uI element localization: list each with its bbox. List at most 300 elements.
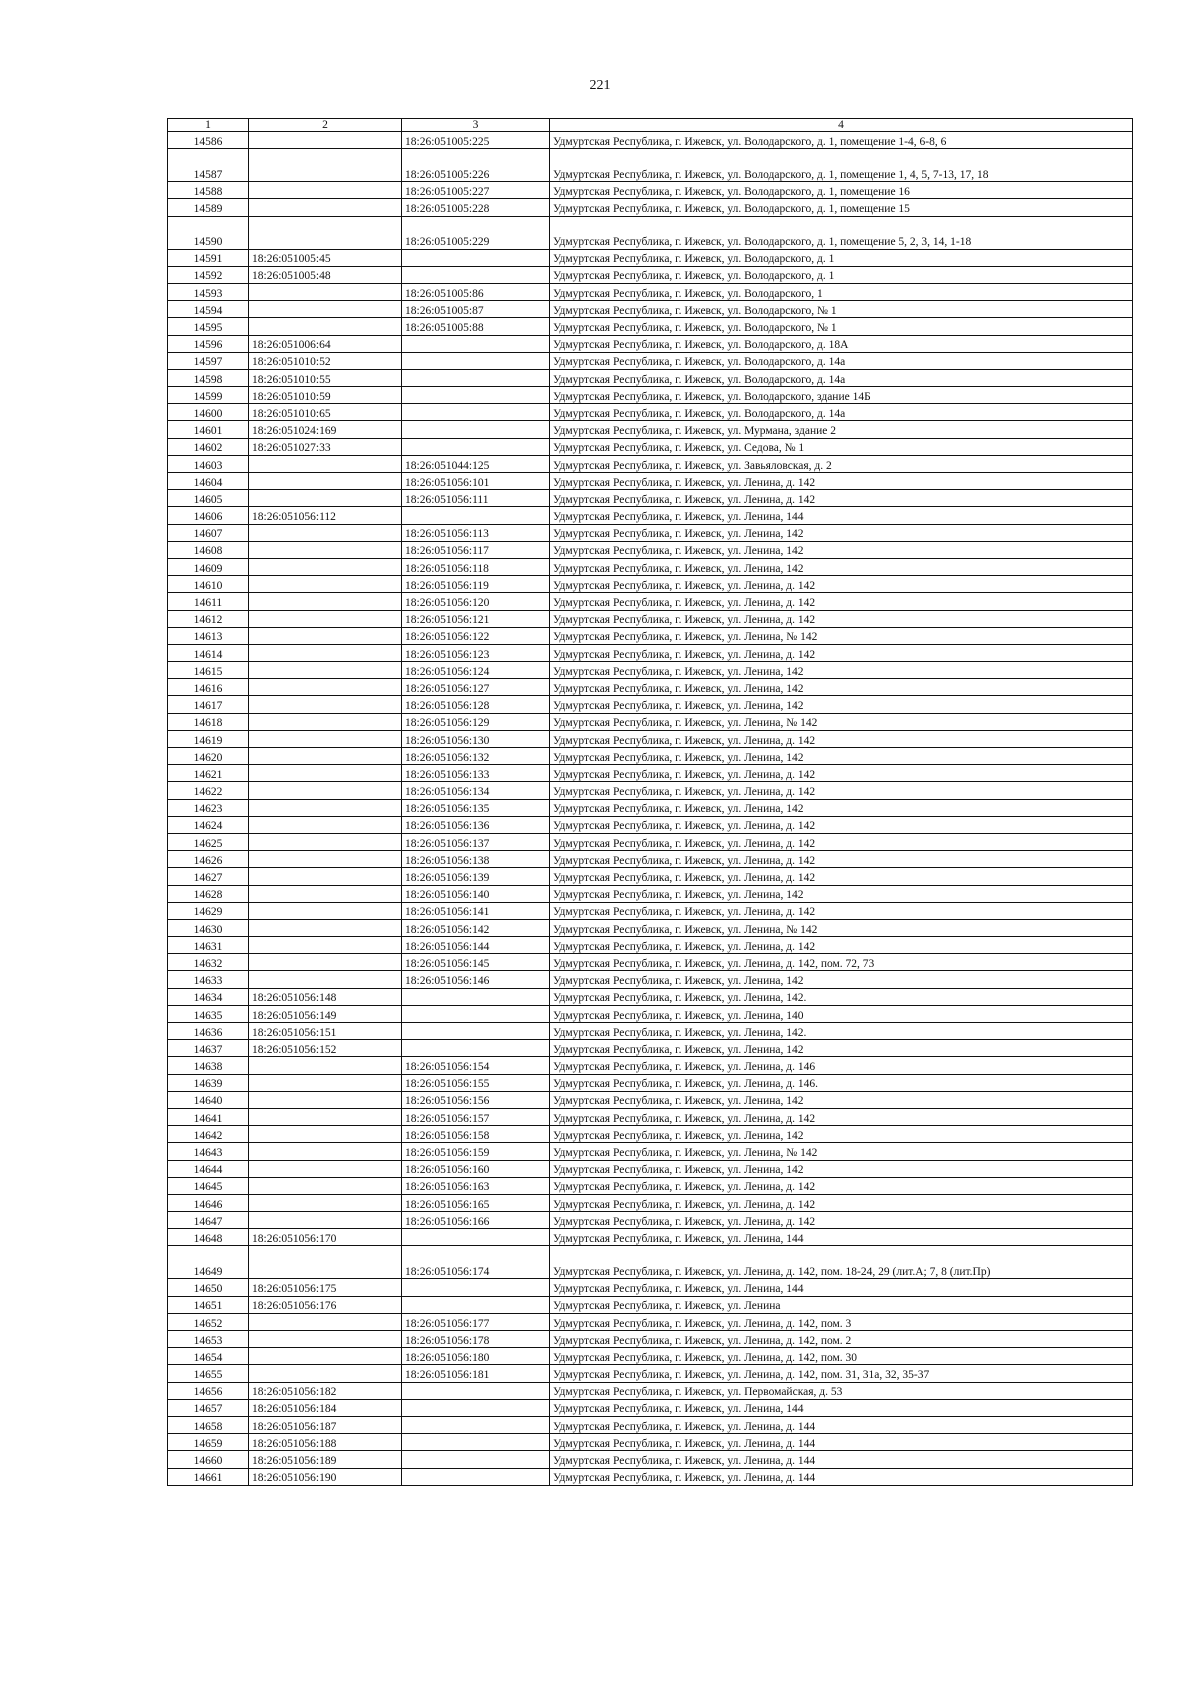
table-row bbox=[168, 765, 1133, 782]
cadastral-number-cell bbox=[249, 627, 402, 644]
address-cell: Удмуртская Республика, г. Ижевск, ул. Ленина, 142. bbox=[550, 1023, 1133, 1040]
cadastral-number-cell bbox=[249, 473, 402, 490]
cadastral-number-alt-cell: 18:26:051056:117 bbox=[402, 541, 550, 558]
table-row bbox=[168, 1194, 1133, 1211]
cadastral-number-alt-cell: 18:26:051056:127 bbox=[402, 679, 550, 696]
row-number-cell: 14642 bbox=[168, 1126, 249, 1143]
cadastral-number-cell bbox=[249, 679, 402, 696]
row-number-cell: 14635 bbox=[168, 1005, 249, 1022]
table-row bbox=[168, 1279, 1133, 1296]
cadastral-number-cell bbox=[249, 1091, 402, 1108]
row-number-cell: 14650 bbox=[168, 1279, 249, 1296]
row-number-cell: 14589 bbox=[168, 199, 249, 216]
cadastral-number-alt-cell: 18:26:051056:154 bbox=[402, 1057, 550, 1074]
cadastral-number-cell: 18:26:051056:190 bbox=[249, 1468, 402, 1485]
table-row bbox=[168, 216, 1133, 249]
table-row bbox=[168, 1160, 1133, 1177]
cadastral-number-cell bbox=[249, 919, 402, 936]
cadastral-number-cell bbox=[249, 1126, 402, 1143]
cadastral-number-alt-cell: 18:26:051056:113 bbox=[402, 524, 550, 541]
cadastral-number-cell bbox=[249, 541, 402, 558]
cadastral-number-cell: 18:26:051027:33 bbox=[249, 438, 402, 455]
table-row bbox=[168, 988, 1133, 1005]
row-number-cell: 14586 bbox=[168, 132, 249, 149]
cadastral-number-alt-cell bbox=[402, 1040, 550, 1057]
table-row bbox=[168, 902, 1133, 919]
address-cell: Удмуртская Республика, г. Ижевск, ул. Ленина, 142 bbox=[550, 748, 1133, 765]
table-row bbox=[168, 1451, 1133, 1468]
table-row bbox=[168, 833, 1133, 850]
address-cell: Удмуртская Республика, г. Ижевск, ул. Ленина, д. 142 bbox=[550, 1177, 1133, 1194]
address-cell: Удмуртская Республика, г. Ижевск, ул. Ленина, д. 142, пом. 30 bbox=[550, 1348, 1133, 1365]
cadastral-number-alt-cell: 18:26:051056:111 bbox=[402, 490, 550, 507]
cadastral-number-alt-cell bbox=[402, 352, 550, 369]
address-cell: Удмуртская Республика, г. Ижевск, ул. Володарского, д. 1, помещение 1, 4, 5, 7-13, 17, 18 bbox=[550, 149, 1133, 182]
table-row bbox=[168, 387, 1133, 404]
cadastral-number-alt-cell: 18:26:051005:225 bbox=[402, 132, 550, 149]
address-cell: Удмуртская Республика, г. Ижевск, ул. Ленина, д. 144 bbox=[550, 1468, 1133, 1485]
cadastral-number-cell: 18:26:051056:112 bbox=[249, 507, 402, 524]
address-cell: Удмуртская Республика, г. Ижевск, ул. Володарского, д. 18А bbox=[550, 335, 1133, 352]
table-row bbox=[168, 851, 1133, 868]
row-number-cell: 14643 bbox=[168, 1143, 249, 1160]
row-number-cell: 14618 bbox=[168, 713, 249, 730]
cadastral-number-cell bbox=[249, 868, 402, 885]
address-cell: Удмуртская Республика, г. Ижевск, ул. Ленина, д. 142 bbox=[550, 1194, 1133, 1211]
row-number-cell: 14596 bbox=[168, 335, 249, 352]
cadastral-number-cell bbox=[249, 902, 402, 919]
table-row bbox=[168, 1091, 1133, 1108]
cadastral-number-cell: 18:26:051005:45 bbox=[249, 249, 402, 266]
address-cell: Удмуртская Республика, г. Ижевск, ул. Ленина, д. 142 bbox=[550, 833, 1133, 850]
address-cell: Удмуртская Республика, г. Ижевск, ул. Ленина, 142 bbox=[550, 662, 1133, 679]
cadastral-number-cell bbox=[249, 799, 402, 816]
address-cell: Удмуртская Республика, г. Ижевск, ул. Ленина, № 142 bbox=[550, 627, 1133, 644]
cadastral-number-alt-cell: 18:26:051056:122 bbox=[402, 627, 550, 644]
cadastral-number-cell bbox=[249, 301, 402, 318]
row-number-cell: 14660 bbox=[168, 1451, 249, 1468]
table-row bbox=[168, 473, 1133, 490]
cadastral-number-cell bbox=[249, 149, 402, 182]
row-number-cell: 14600 bbox=[168, 404, 249, 421]
table-row bbox=[168, 404, 1133, 421]
address-cell: Удмуртская Республика, г. Ижевск, ул. Ленина, 142 bbox=[550, 679, 1133, 696]
cadastral-number-alt-cell: 18:26:051056:166 bbox=[402, 1212, 550, 1229]
row-number-cell: 14606 bbox=[168, 507, 249, 524]
table-row bbox=[168, 782, 1133, 799]
cadastral-number-cell bbox=[249, 696, 402, 713]
table-row bbox=[168, 1023, 1133, 1040]
address-cell: Удмуртская Республика, г. Ижевск, ул. Ленина, 144 bbox=[550, 1399, 1133, 1416]
address-cell: Удмуртская Республика, г. Ижевск, ул. Ленина, 142 bbox=[550, 1126, 1133, 1143]
address-cell: Удмуртская Республика, г. Ижевск, ул. Володарского, д. 14а bbox=[550, 352, 1133, 369]
cadastral-number-cell bbox=[249, 971, 402, 988]
table-row bbox=[168, 1382, 1133, 1399]
address-cell: Удмуртская Республика, г. Ижевск, ул. Ленина, д. 144 bbox=[550, 1416, 1133, 1433]
row-number-cell: 14594 bbox=[168, 301, 249, 318]
table-row bbox=[168, 318, 1133, 335]
cadastral-number-cell: 18:26:051010:65 bbox=[249, 404, 402, 421]
cadastral-number-alt-cell: 18:26:051056:160 bbox=[402, 1160, 550, 1177]
address-cell: Удмуртская Республика, г. Ижевск, ул. Володарского, № 1 bbox=[550, 318, 1133, 335]
row-number-cell: 14587 bbox=[168, 149, 249, 182]
cadastral-number-cell bbox=[249, 1074, 402, 1091]
table-row bbox=[168, 1365, 1133, 1382]
row-number-cell: 14615 bbox=[168, 662, 249, 679]
cadastral-number-alt-cell bbox=[402, 1023, 550, 1040]
row-number-cell: 14607 bbox=[168, 524, 249, 541]
table-row bbox=[168, 799, 1133, 816]
table-row bbox=[168, 1057, 1133, 1074]
table-row bbox=[168, 524, 1133, 541]
address-cell: Удмуртская Республика, г. Ижевск, ул. Ленина, 142 bbox=[550, 696, 1133, 713]
cadastral-number-alt-cell bbox=[402, 1416, 550, 1433]
cadastral-number-alt-cell: 18:26:051005:229 bbox=[402, 216, 550, 249]
address-cell: Удмуртская Республика, г. Ижевск, ул. Ленина, 142 bbox=[550, 541, 1133, 558]
cadastral-number-cell: 18:26:051056:151 bbox=[249, 1023, 402, 1040]
cadastral-number-cell bbox=[249, 182, 402, 199]
table-row bbox=[168, 679, 1133, 696]
cadastral-number-cell bbox=[249, 937, 402, 954]
row-number-cell: 14617 bbox=[168, 696, 249, 713]
row-number-cell: 14656 bbox=[168, 1382, 249, 1399]
table-row bbox=[168, 954, 1133, 971]
cadastral-number-alt-cell: 18:26:051056:159 bbox=[402, 1143, 550, 1160]
cadastral-number-cell: 18:26:051010:52 bbox=[249, 352, 402, 369]
address-cell: Удмуртская Республика, г. Ижевск, ул. Ленина, д. 142 bbox=[550, 782, 1133, 799]
address-cell: Удмуртская Республика, г. Ижевск, ул. Ленина, д. 142 bbox=[550, 937, 1133, 954]
address-cell: Удмуртская Республика, г. Ижевск, ул. Ленина, д. 142 bbox=[550, 868, 1133, 885]
table-row bbox=[168, 1040, 1133, 1057]
cadastral-number-cell: 18:26:051056:149 bbox=[249, 1005, 402, 1022]
address-cell: Удмуртская Республика, г. Ижевск, ул. Ленина, № 142 bbox=[550, 919, 1133, 936]
column-header-2: 2 bbox=[249, 119, 402, 132]
table-row bbox=[168, 335, 1133, 352]
row-number-cell: 14627 bbox=[168, 868, 249, 885]
cadastral-number-cell bbox=[249, 455, 402, 472]
cadastral-number-alt-cell: 18:26:051056:119 bbox=[402, 576, 550, 593]
row-number-cell: 14624 bbox=[168, 816, 249, 833]
cadastral-number-alt-cell: 18:26:051056:133 bbox=[402, 765, 550, 782]
cadastral-number-alt-cell: 18:26:051056:134 bbox=[402, 782, 550, 799]
column-header-4: 4 bbox=[550, 119, 1133, 132]
address-cell: Удмуртская Республика, г. Ижевск, ул. Ленина, д. 142 bbox=[550, 1212, 1133, 1229]
row-number-cell: 14633 bbox=[168, 971, 249, 988]
registry-table bbox=[167, 118, 1133, 1486]
address-cell: Удмуртская Республика, г. Ижевск, ул. Ленина, д. 142 bbox=[550, 610, 1133, 627]
cadastral-number-alt-cell bbox=[402, 369, 550, 386]
table-row bbox=[168, 1313, 1133, 1330]
row-number-cell: 14661 bbox=[168, 1468, 249, 1485]
cadastral-number-cell: 18:26:051056:182 bbox=[249, 1382, 402, 1399]
cadastral-number-cell bbox=[249, 748, 402, 765]
cadastral-number-alt-cell bbox=[402, 1005, 550, 1022]
cadastral-number-alt-cell bbox=[402, 421, 550, 438]
cadastral-number-alt-cell: 18:26:051005:87 bbox=[402, 301, 550, 318]
cadastral-number-cell bbox=[249, 1057, 402, 1074]
address-cell: Удмуртская Республика, г. Ижевск, ул. Ленина, 142 bbox=[550, 971, 1133, 988]
address-cell: Удмуртская Республика, г. Ижевск, ул. Ленина, д. 142 bbox=[550, 902, 1133, 919]
cadastral-number-alt-cell: 18:26:051056:180 bbox=[402, 1348, 550, 1365]
address-cell: Удмуртская Республика, г. Ижевск, ул. Ленина, 142 bbox=[550, 524, 1133, 541]
cadastral-number-alt-cell: 18:26:051056:135 bbox=[402, 799, 550, 816]
cadastral-number-alt-cell: 18:26:051056:129 bbox=[402, 713, 550, 730]
table-row bbox=[168, 249, 1133, 266]
address-cell: Удмуртская Республика, г. Ижевск, ул. Володарского, д. 1 bbox=[550, 266, 1133, 283]
cadastral-number-alt-cell: 18:26:051005:228 bbox=[402, 199, 550, 216]
cadastral-number-cell: 18:26:051010:55 bbox=[249, 369, 402, 386]
address-cell: Удмуртская Республика, г. Ижевск, ул. Ленина, д. 144 bbox=[550, 1451, 1133, 1468]
table-row bbox=[168, 1143, 1133, 1160]
row-number-cell: 14614 bbox=[168, 644, 249, 661]
table-row bbox=[168, 1416, 1133, 1433]
row-number-cell: 14605 bbox=[168, 490, 249, 507]
table-row bbox=[168, 1177, 1133, 1194]
address-cell: Удмуртская Республика, г. Ижевск, ул. Володарского, д. 14а bbox=[550, 369, 1133, 386]
cadastral-number-cell bbox=[249, 216, 402, 249]
cadastral-number-alt-cell: 18:26:051056:156 bbox=[402, 1091, 550, 1108]
header-row bbox=[168, 119, 1133, 132]
table-row bbox=[168, 438, 1133, 455]
row-number-cell: 14647 bbox=[168, 1212, 249, 1229]
row-number-cell: 14610 bbox=[168, 576, 249, 593]
table-row bbox=[168, 421, 1133, 438]
table-row bbox=[168, 748, 1133, 765]
table-row bbox=[168, 971, 1133, 988]
table-row bbox=[168, 182, 1133, 199]
row-number-cell: 14626 bbox=[168, 851, 249, 868]
address-cell: Удмуртская Республика, г. Ижевск, ул. Ленина, д. 142 bbox=[550, 593, 1133, 610]
row-number-cell: 14641 bbox=[168, 1108, 249, 1125]
cadastral-number-alt-cell: 18:26:051056:157 bbox=[402, 1108, 550, 1125]
table-row bbox=[168, 1229, 1133, 1246]
cadastral-number-alt-cell bbox=[402, 1229, 550, 1246]
row-number-cell: 14646 bbox=[168, 1194, 249, 1211]
address-cell: Удмуртская Республика, г. Ижевск, ул. Седова, № 1 bbox=[550, 438, 1133, 455]
cadastral-number-alt-cell: 18:26:051056:123 bbox=[402, 644, 550, 661]
address-cell: Удмуртская Республика, г. Ижевск, ул. Ленина bbox=[550, 1296, 1133, 1313]
table-row bbox=[168, 816, 1133, 833]
cadastral-number-cell: 18:26:051010:59 bbox=[249, 387, 402, 404]
table-row bbox=[168, 490, 1133, 507]
table-row bbox=[168, 730, 1133, 747]
row-number-cell: 14590 bbox=[168, 216, 249, 249]
address-cell: Удмуртская Республика, г. Ижевск, ул. Первомайская, д. 53 bbox=[550, 1382, 1133, 1399]
cadastral-number-cell bbox=[249, 730, 402, 747]
cadastral-number-cell: 18:26:051005:48 bbox=[249, 266, 402, 283]
table-row bbox=[168, 919, 1133, 936]
row-number-cell: 14651 bbox=[168, 1296, 249, 1313]
cadastral-number-cell: 18:26:051056:187 bbox=[249, 1416, 402, 1433]
cadastral-number-cell: 18:26:051056:188 bbox=[249, 1434, 402, 1451]
row-number-cell: 14648 bbox=[168, 1229, 249, 1246]
table-row bbox=[168, 199, 1133, 216]
cadastral-number-cell: 18:26:051056:148 bbox=[249, 988, 402, 1005]
row-number-cell: 14634 bbox=[168, 988, 249, 1005]
table-row bbox=[168, 885, 1133, 902]
cadastral-number-alt-cell bbox=[402, 1468, 550, 1485]
cadastral-number-alt-cell: 18:26:051056:120 bbox=[402, 593, 550, 610]
cadastral-number-alt-cell: 18:26:051056:181 bbox=[402, 1365, 550, 1382]
cadastral-number-cell: 18:26:051056:152 bbox=[249, 1040, 402, 1057]
cadastral-number-cell: 18:26:051056:170 bbox=[249, 1229, 402, 1246]
address-cell: Удмуртская Республика, г. Ижевск, ул. Ленина, 142 bbox=[550, 1160, 1133, 1177]
address-cell: Удмуртская Республика, г. Ижевск, ул. Ленина, д. 142, пом. 31, 31а, 32, 35-37 bbox=[550, 1365, 1133, 1382]
cadastral-number-cell bbox=[249, 1365, 402, 1382]
address-cell: Удмуртская Республика, г. Ижевск, ул. Ленина, д. 142, пом. 18-24, 29 (лит.А; 7, 8 (лит.Пр) bbox=[550, 1246, 1133, 1279]
cadastral-number-alt-cell: 18:26:051005:86 bbox=[402, 283, 550, 300]
cadastral-number-alt-cell: 18:26:051056:174 bbox=[402, 1246, 550, 1279]
cadastral-number-cell bbox=[249, 593, 402, 610]
cadastral-number-alt-cell: 18:26:051056:118 bbox=[402, 558, 550, 575]
cadastral-number-alt-cell bbox=[402, 266, 550, 283]
cadastral-number-alt-cell: 18:26:051005:88 bbox=[402, 318, 550, 335]
table-row bbox=[168, 1331, 1133, 1348]
address-cell: Удмуртская Республика, г. Ижевск, ул. Ленина, д. 142 bbox=[550, 730, 1133, 747]
cadastral-number-alt-cell bbox=[402, 1451, 550, 1468]
row-number-cell: 14652 bbox=[168, 1313, 249, 1330]
table-row bbox=[168, 593, 1133, 610]
row-number-cell: 14612 bbox=[168, 610, 249, 627]
table-row bbox=[168, 576, 1133, 593]
cadastral-number-alt-cell: 18:26:051056:136 bbox=[402, 816, 550, 833]
table-row bbox=[168, 301, 1133, 318]
cadastral-number-alt-cell: 18:26:051005:227 bbox=[402, 182, 550, 199]
address-cell: Удмуртская Республика, г. Ижевск, ул. Ленина, 142 bbox=[550, 558, 1133, 575]
cadastral-number-cell bbox=[249, 1108, 402, 1125]
cadastral-number-cell: 18:26:051056:184 bbox=[249, 1399, 402, 1416]
address-cell: Удмуртская Республика, г. Ижевск, ул. Володарского, № 1 bbox=[550, 301, 1133, 318]
address-cell: Удмуртская Республика, г. Ижевск, ул. Ленина, 142 bbox=[550, 885, 1133, 902]
cadastral-number-alt-cell: 18:26:051056:101 bbox=[402, 473, 550, 490]
table-row bbox=[168, 868, 1133, 885]
cadastral-number-cell bbox=[249, 610, 402, 627]
row-number-cell: 14639 bbox=[168, 1074, 249, 1091]
row-number-cell: 14659 bbox=[168, 1434, 249, 1451]
address-cell: Удмуртская Республика, г. Ижевск, ул. Володарского, д. 1, помещение 5, 2, 3, 14, 1-18 bbox=[550, 216, 1133, 249]
row-number-cell: 14597 bbox=[168, 352, 249, 369]
row-number-cell: 14630 bbox=[168, 919, 249, 936]
address-cell: Удмуртская Республика, г. Ижевск, ул. Ленина, д. 142 bbox=[550, 851, 1133, 868]
cadastral-number-cell bbox=[249, 558, 402, 575]
cadastral-number-cell bbox=[249, 765, 402, 782]
table-row bbox=[168, 644, 1133, 661]
row-number-cell: 14604 bbox=[168, 473, 249, 490]
address-cell: Удмуртская Республика, г. Ижевск, ул. Завьяловская, д. 2 bbox=[550, 455, 1133, 472]
table-row bbox=[168, 283, 1133, 300]
table-row bbox=[168, 610, 1133, 627]
page-number: 221 bbox=[589, 78, 611, 93]
row-number-cell: 14658 bbox=[168, 1416, 249, 1433]
address-cell: Удмуртская Республика, г. Ижевск, ул. Ленина, д. 142 bbox=[550, 1108, 1133, 1125]
table-row bbox=[168, 1246, 1133, 1279]
cadastral-number-alt-cell: 18:26:051056:139 bbox=[402, 868, 550, 885]
address-cell: Удмуртская Республика, г. Ижевск, ул. Ленина, 140 bbox=[550, 1005, 1133, 1022]
table-row bbox=[168, 507, 1133, 524]
cadastral-number-cell bbox=[249, 1331, 402, 1348]
cadastral-number-cell bbox=[249, 1212, 402, 1229]
address-cell: Удмуртская Республика, г. Ижевск, ул. Володарского, д. 14а bbox=[550, 404, 1133, 421]
cadastral-number-alt-cell bbox=[402, 1279, 550, 1296]
row-number-cell: 14616 bbox=[168, 679, 249, 696]
cadastral-number-alt-cell bbox=[402, 1399, 550, 1416]
table-row bbox=[168, 696, 1133, 713]
address-cell: Удмуртская Республика, г. Ижевск, ул. Володарского, здание 14Б bbox=[550, 387, 1133, 404]
row-number-cell: 14625 bbox=[168, 833, 249, 850]
cadastral-number-cell: 18:26:051056:189 bbox=[249, 1451, 402, 1468]
cadastral-number-alt-cell bbox=[402, 335, 550, 352]
cadastral-number-cell bbox=[249, 644, 402, 661]
row-number-cell: 14601 bbox=[168, 421, 249, 438]
cadastral-number-cell bbox=[249, 1143, 402, 1160]
row-number-cell: 14608 bbox=[168, 541, 249, 558]
address-cell: Удмуртская Республика, г. Ижевск, ул. Ленина, д. 142, пом. 72, 73 bbox=[550, 954, 1133, 971]
row-number-cell: 14602 bbox=[168, 438, 249, 455]
cadastral-number-alt-cell: 18:26:051056:141 bbox=[402, 902, 550, 919]
cadastral-number-cell bbox=[249, 283, 402, 300]
cadastral-number-cell: 18:26:051006:64 bbox=[249, 335, 402, 352]
address-cell: Удмуртская Республика, г. Ижевск, ул. Ленина, 144 bbox=[550, 507, 1133, 524]
cadastral-number-alt-cell: 18:26:051056:155 bbox=[402, 1074, 550, 1091]
cadastral-number-alt-cell: 18:26:051056:177 bbox=[402, 1313, 550, 1330]
cadastral-number-cell bbox=[249, 713, 402, 730]
address-cell: Удмуртская Республика, г. Ижевск, ул. Ленина, 142 bbox=[550, 1040, 1133, 1057]
row-number-cell: 14623 bbox=[168, 799, 249, 816]
cadastral-number-cell: 18:26:051056:176 bbox=[249, 1296, 402, 1313]
table-row bbox=[168, 1348, 1133, 1365]
table-row bbox=[168, 132, 1133, 149]
cadastral-number-cell bbox=[249, 1348, 402, 1365]
cadastral-number-cell bbox=[249, 662, 402, 679]
cadastral-number-alt-cell bbox=[402, 1434, 550, 1451]
cadastral-number-cell bbox=[249, 576, 402, 593]
column-header-3: 3 bbox=[402, 119, 550, 132]
cadastral-number-cell bbox=[249, 1160, 402, 1177]
table-row bbox=[168, 1108, 1133, 1125]
address-cell: Удмуртская Республика, г. Ижевск, ул. Володарского, 1 bbox=[550, 283, 1133, 300]
row-number-cell: 14629 bbox=[168, 902, 249, 919]
address-cell: Удмуртская Республика, г. Ижевск, ул. Ленина, д. 142 bbox=[550, 816, 1133, 833]
address-cell: Удмуртская Республика, г. Ижевск, ул. Ленина, д. 146 bbox=[550, 1057, 1133, 1074]
cadastral-number-cell bbox=[249, 524, 402, 541]
table-row bbox=[168, 558, 1133, 575]
address-cell: Удмуртская Республика, г. Ижевск, ул. Володарского, д. 1, помещение 1-4, 6-8, 6 bbox=[550, 132, 1133, 149]
cadastral-number-cell bbox=[249, 954, 402, 971]
table-row bbox=[168, 149, 1133, 182]
column-header-1: 1 bbox=[168, 119, 249, 132]
cadastral-number-alt-cell: 18:26:051056:138 bbox=[402, 851, 550, 868]
cadastral-number-cell: 18:26:051056:175 bbox=[249, 1279, 402, 1296]
cadastral-number-alt-cell: 18:26:051056:163 bbox=[402, 1177, 550, 1194]
address-cell: Удмуртская Республика, г. Ижевск, ул. Ленина, д. 144 bbox=[550, 1434, 1133, 1451]
address-cell: Удмуртская Республика, г. Ижевск, ул. Ленина, 144 bbox=[550, 1229, 1133, 1246]
cadastral-number-alt-cell: 18:26:051056:145 bbox=[402, 954, 550, 971]
row-number-cell: 14593 bbox=[168, 283, 249, 300]
cadastral-number-alt-cell: 18:26:051056:178 bbox=[402, 1331, 550, 1348]
row-number-cell: 14649 bbox=[168, 1246, 249, 1279]
table-row bbox=[168, 541, 1133, 558]
cadastral-number-cell bbox=[249, 490, 402, 507]
row-number-cell: 14599 bbox=[168, 387, 249, 404]
table-body bbox=[168, 132, 1133, 1486]
table-row bbox=[168, 627, 1133, 644]
address-cell: Удмуртская Республика, г. Ижевск, ул. Володарского, д. 1 bbox=[550, 249, 1133, 266]
address-cell: Удмуртская Республика, г. Ижевск, ул. Володарского, д. 1, помещение 15 bbox=[550, 199, 1133, 216]
cadastral-number-alt-cell: 18:26:051056:140 bbox=[402, 885, 550, 902]
row-number-cell: 14620 bbox=[168, 748, 249, 765]
address-cell: Удмуртская Республика, г. Ижевск, ул. Ленина, д. 142, пом. 3 bbox=[550, 1313, 1133, 1330]
cadastral-number-alt-cell: 18:26:051056:146 bbox=[402, 971, 550, 988]
